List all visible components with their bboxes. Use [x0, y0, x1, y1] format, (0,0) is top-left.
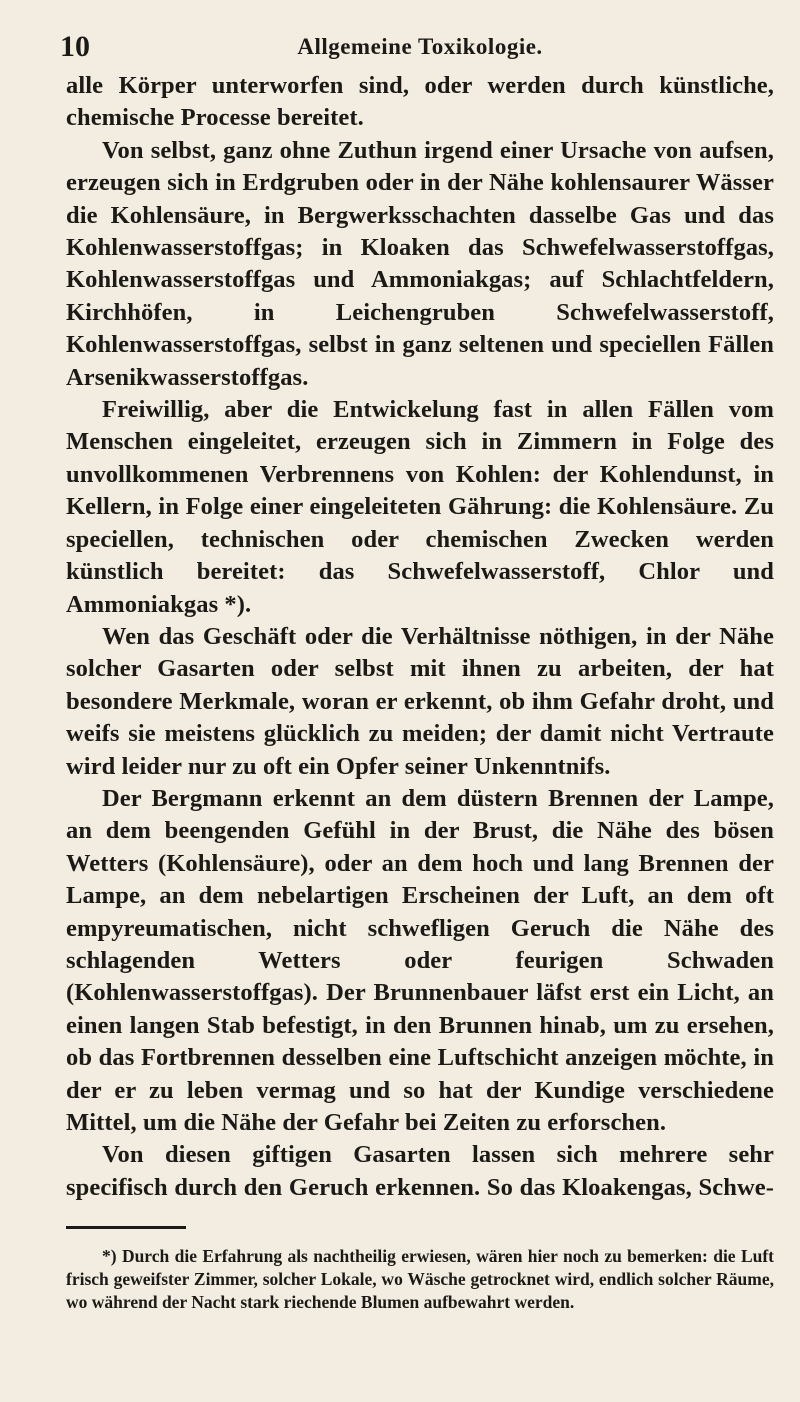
footnote-rule [66, 1226, 186, 1229]
main-text [66, 70, 774, 1204]
page [60, 0, 774, 1314]
paragraph-1: alle Körper unterworfen sind, oder werden durch künstliche, chemische Processe bereitet. [66, 72, 774, 132]
paragraph-4: Wen das Geschäft oder die Verhältnisse nöthigen, in der Nähe solcher Gasarten oder selbst mit ihnen zu arbeiten, der hat besondere Merkmale, woran er erkennt, ob ihm Gefahr droht, und weifs sie meistens glücklich zu meiden; der damit nicht Vertraute wird leider nur zu oft ein Opfer seiner Unkenntnifs. [66, 622, 774, 780]
paragraph-3: Freiwillig, aber die Entwickelung fast in allen Fällen vom Menschen eingeleitet, erzeugen sich in Zimmern in Folge des unvollkommenen Verbrennens von Kohlen: der Kohlendunst, in Kellern, in Folge einer eingeleiteten Gährung: die Kohlensäure. Zu speciellen, technischen oder chemischen Zwecken werden künstlich bereitet: das Schwefelwasserstoff, Chlor und Ammoniakgas *). [66, 396, 774, 618]
running-title: Allgemeine Toxikologie. [297, 34, 543, 59]
page-number: 10 [60, 30, 90, 63]
footnote [66, 1245, 774, 1313]
paragraph-6: Von diesen giftigen Gasarten lassen sich mehrere sehr specifisch durch den Geruch erkennen. So das Kloakengas, Schwe- [66, 1141, 774, 1201]
paragraph-5: Der Bergmann erkennt an dem düstern Brennen der Lampe, an dem beengenden Gefühl in der Brust, die Nähe des bösen Wetters (Kohlensäure), oder an dem hoch und lang Brennen der Lampe, an dem nebelartigen Erscheinen der Luft, an dem oft empyreumatischen, nicht schwefligen Geruch die Nähe des schlagenden Wetters oder feurigen Schwaden (Kohlenwasserstoffgas). Der Brunnenbauer läfst erst ein Licht, an einen langen Stab befestigt, in den Brunnen hinab, um zu ersehen, ob das Fortbrennen desselben eine Luftschicht anzeigen möchte, in der er zu leben vermag und so hat der Kundige verschiedene Mittel, um die Nähe der Gefahr bei Zeiten zu erforschen. [66, 784, 774, 1136]
footnote-text: *) Durch die Erfahrung als nachtheilig erwiesen, wären hier noch zu bemerken: die Luft frisch geweifster Zimmer, solcher Lokale, wo Wäsche getrocknet wird, endlich solcher Räume, wo während der Nacht stark riechende Blumen aufbewahrt werden. [66, 1246, 774, 1312]
page-header [60, 0, 774, 70]
paragraph-2: Von selbst, ganz ohne Zuthun irgend einer Ursache von aufsen, erzeugen sich in Erdgruben oder in der Nähe kohlensaurer Wässer die Kohlensäure, in Bergwerksschachten dasselbe Gas und das Kohlenwasserstoffgas; in Kloaken das Schwefelwasserstoffgas, Kohlenwasserstoffgas und Ammoniakgas; auf Schlachtfeldern, Kirchhöfen, in Leichengruben Schwefelwasserstoff, Kohlenwasserstoffgas, selbst in ganz seltenen und speciellen Fällen Arsenikwasserstoffgas. [66, 136, 774, 391]
